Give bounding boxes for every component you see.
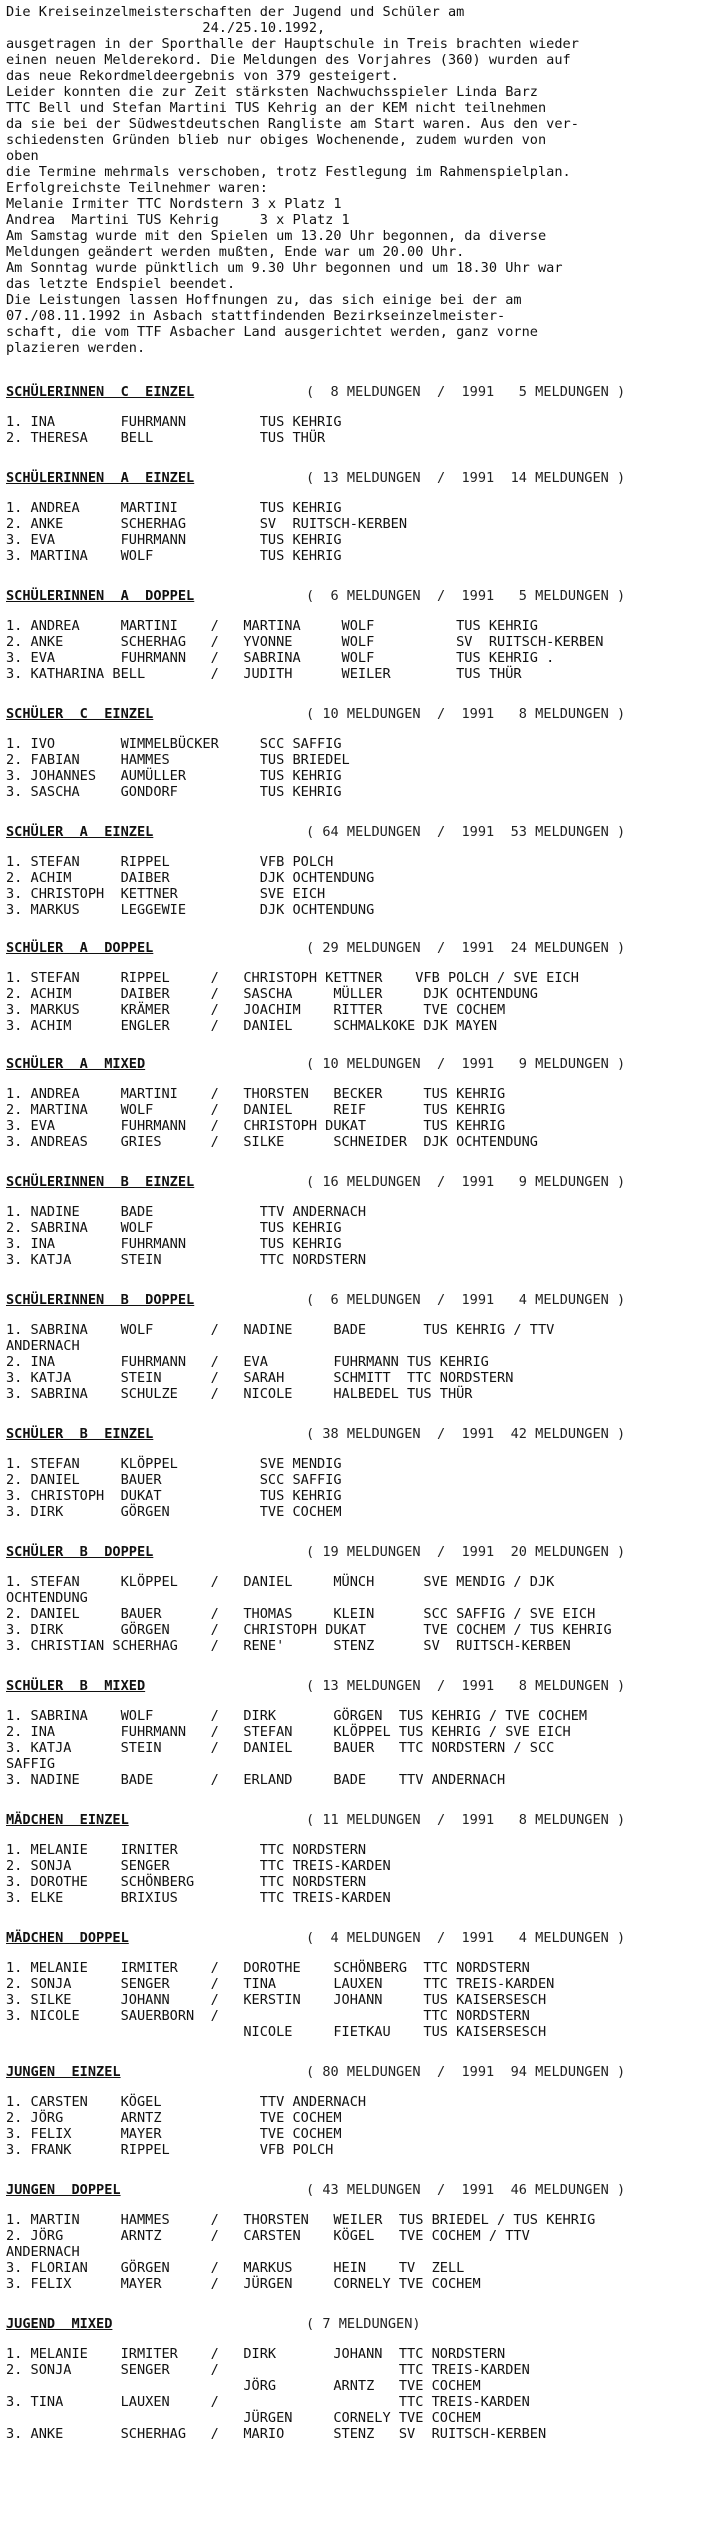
section-title: JUGEND MIXED <box>6 2316 113 2332</box>
intro-line: das letzte Endspiel beendet. <box>6 276 236 292</box>
section-entry-count: ( 38 MELDUNGEN / 1991 42 MELDUNGEN ) <box>306 1426 626 1442</box>
intro-line: das neue Rekordmeldeergebnis von 379 gesteigert. <box>6 68 399 84</box>
section-header <box>6 470 714 486</box>
ranking-row: 3. ACHIM ENGLER / DANIEL SCHMALKOKE DJK MAYEN <box>6 1018 498 1034</box>
ranking-list <box>6 2346 714 2442</box>
section-header <box>6 1812 714 1828</box>
section-entry-count: ( 6 MELDUNGEN / 1991 4 MELDUNGEN ) <box>306 1292 626 1308</box>
intro-line: einen neuen Melderekord. Die Meldungen des Vorjahres (360) wurden auf <box>6 52 571 68</box>
intro-line: plazieren werden. <box>6 340 146 356</box>
section-entry-count: ( 64 MELDUNGEN / 1991 53 MELDUNGEN ) <box>306 824 626 840</box>
ranking-row: 3. KATHARINA BELL / JUDITH WEILER TUS THÜR <box>6 666 522 682</box>
result-section <box>6 2064 714 2158</box>
ranking-row: 1. SABRINA WOLF / DIRK GÖRGEN TUS KEHRIG / TVE COCHEM <box>6 1708 588 1724</box>
ranking-row: 3. ANDREAS GRIES / SILKE SCHNEIDER DJK OCHTENDUNG <box>6 1134 538 1150</box>
result-section <box>6 940 714 1034</box>
section-header <box>6 2182 714 2198</box>
section-title: SCHÜLER A EINZEL <box>6 824 154 840</box>
result-section <box>6 384 714 446</box>
section-entry-count: ( 13 MELDUNGEN / 1991 8 MELDUNGEN ) <box>306 1678 626 1694</box>
section-title: JUNGEN EINZEL <box>6 2064 121 2080</box>
ranking-row: 1. INA FUHRMANN TUS KEHRIG <box>6 414 342 430</box>
ranking-list <box>6 854 714 918</box>
ranking-list <box>6 1842 714 1906</box>
ranking-row: 1. MARTIN HAMMES / THORSTEN WEILER TUS BRIEDEL / TUS KEHRIG <box>6 2212 596 2228</box>
ranking-row: 1. IVO WIMMELBÜCKER SCC SAFFIG <box>6 736 342 752</box>
result-section <box>6 1678 714 1788</box>
intro-line: da sie bei der Südwestdeutschen Rangliste am Start waren. Aus den ver- <box>6 116 579 132</box>
ranking-list <box>6 1086 714 1150</box>
ranking-list <box>6 2212 714 2292</box>
section-title: SCHÜLERINNEN A EINZEL <box>6 470 195 486</box>
ranking-row: 1. STEFAN KLÖPPEL / DANIEL MÜNCH SVE MENDIG / DJK <box>6 1574 555 1590</box>
ranking-row: JÖRG ARNTZ TVE COCHEM <box>6 2378 481 2394</box>
ranking-row: 2. SONJA SENGER TTC TREIS-KARDEN <box>6 1858 391 1874</box>
section-title: SCHÜLER A DOPPEL <box>6 940 154 956</box>
ranking-row: 2. INA FUHRMANN / EVA FUHRMANN TUS KEHRIG <box>6 1354 489 1370</box>
result-section <box>6 588 714 682</box>
ranking-row: 3. DOROTHE SCHÖNBERG TTC NORDSTERN <box>6 1874 367 1890</box>
ranking-row: 3. SILKE JOHANN / KERSTIN JOHANN TUS KAISERSESCH <box>6 1992 547 2008</box>
ranking-row: 2. INA FUHRMANN / STEFAN KLÖPPEL TUS KEHRIG / SVE EICH <box>6 1724 571 1740</box>
section-title: SCHÜLERINNEN C EINZEL <box>6 384 195 400</box>
section-header <box>6 1544 714 1560</box>
intro-line: schiedensten Gründen blieb nur obiges Wochenende, zudem wurden von <box>6 132 547 148</box>
ranking-row: 1. STEFAN RIPPEL / CHRISTOPH KETTNER VFB POLCH / SVE EICH <box>6 970 579 986</box>
intro-line: Erfolgreichste Teilnehmer waren: <box>6 180 268 196</box>
ranking-row: 3. FELIX MAYER TVE COCHEM <box>6 2126 342 2142</box>
section-entry-count: ( 43 MELDUNGEN / 1991 46 MELDUNGEN ) <box>306 2182 626 2198</box>
ranking-row: 3. EVA FUHRMANN / SABRINA WOLF TUS KEHRIG . <box>6 650 555 666</box>
result-section <box>6 1056 714 1150</box>
section-header <box>6 1056 714 1072</box>
ranking-row: 2. DANIEL BAUER SCC SAFFIG <box>6 1472 342 1488</box>
intro-line: Am Sonntag wurde pünktlich um 9.30 Uhr begonnen und um 18.30 Uhr war <box>6 260 563 276</box>
ranking-row: ANDERNACH <box>6 2244 80 2260</box>
section-title: SCHÜLERINNEN B EINZEL <box>6 1174 195 1190</box>
results-list <box>6 384 714 2442</box>
section-entry-count: ( 13 MELDUNGEN / 1991 14 MELDUNGEN ) <box>306 470 626 486</box>
section-entry-count: ( 29 MELDUNGEN / 1991 24 MELDUNGEN ) <box>306 940 626 956</box>
ranking-row: 2. JÖRG ARNTZ TVE COCHEM <box>6 2110 342 2126</box>
ranking-row: ANDERNACH <box>6 1338 80 1354</box>
intro-line: die Termine mehrmals verschoben, trotz Festlegung im Rahmenspielplan. <box>6 164 571 180</box>
ranking-row: 3. EVA FUHRMANN TUS KEHRIG <box>6 532 342 548</box>
ranking-row: 2. ANKE SCHERHAG / YVONNE WOLF SV RUITSCH-KERBEN <box>6 634 604 650</box>
section-title: SCHÜLERINNEN B DOPPEL <box>6 1292 195 1308</box>
section-entry-count: ( 11 MELDUNGEN / 1991 8 MELDUNGEN ) <box>306 1812 626 1828</box>
ranking-list <box>6 1708 714 1788</box>
ranking-row: 2. FABIAN HAMMES TUS BRIEDEL <box>6 752 350 768</box>
ranking-row: 3. NICOLE SAUERBORN / TTC NORDSTERN <box>6 2008 530 2024</box>
ranking-row: 3. FLORIAN GÖRGEN / MARKUS HEIN TV ZELL <box>6 2260 465 2276</box>
ranking-row: 1. CARSTEN KÖGEL TTV ANDERNACH <box>6 2094 367 2110</box>
result-section <box>6 470 714 564</box>
section-header <box>6 1930 714 1946</box>
ranking-row: 2. THERESA BELL TUS THÜR <box>6 430 326 446</box>
section-title: MÄDCHEN DOPPEL <box>6 1930 129 1946</box>
section-header <box>6 824 714 840</box>
result-section <box>6 1930 714 2040</box>
ranking-row: 3. EVA FUHRMANN / CHRISTOPH DUKAT TUS KEHRIG <box>6 1118 506 1134</box>
ranking-row: 2. ANKE SCHERHAG SV RUITSCH-KERBEN <box>6 516 408 532</box>
ranking-row: 3. JOHANNES AUMÜLLER TUS KEHRIG <box>6 768 342 784</box>
ranking-row: 3. CHRISTIAN SCHERHAG / RENE' STENZ SV RUITSCH-KERBEN <box>6 1638 571 1654</box>
ranking-row: 3. CHRISTOPH DUKAT TUS KEHRIG <box>6 1488 342 1504</box>
intro-line: Leider konnten die zur Zeit stärksten Nachwuchsspieler Linda Barz <box>6 84 538 100</box>
ranking-row: 2. MARTINA WOLF / DANIEL REIF TUS KEHRIG <box>6 1102 506 1118</box>
ranking-list <box>6 970 714 1034</box>
ranking-row: 1. ANDREA MARTINI / THORSTEN BECKER TUS KEHRIG <box>6 1086 506 1102</box>
ranking-list <box>6 1456 714 1520</box>
section-header <box>6 940 714 956</box>
result-section <box>6 824 714 918</box>
section-header <box>6 2064 714 2080</box>
result-section <box>6 2182 714 2292</box>
section-title: SCHÜLER A MIXED <box>6 1056 146 1072</box>
result-section <box>6 706 714 800</box>
result-section <box>6 1292 714 1402</box>
result-section <box>6 1174 714 1268</box>
ranking-row: 3. ELKE BRIXIUS TTC TREIS-KARDEN <box>6 1890 391 1906</box>
intro-line: 24./25.10.1992, <box>6 20 326 36</box>
section-header <box>6 2316 714 2332</box>
section-entry-count: ( 10 MELDUNGEN / 1991 8 MELDUNGEN ) <box>306 706 626 722</box>
ranking-row: 3. ANKE SCHERHAG / MARIO STENZ SV RUITSCH-KERBEN <box>6 2426 547 2442</box>
intro-line: TTC Bell und Stefan Martini TUS Kehrig an der KEM nicht teilnehmen <box>6 100 547 116</box>
ranking-row: 1. STEFAN KLÖPPEL SVE MENDIG <box>6 1456 342 1472</box>
intro-line: oben <box>6 148 39 164</box>
ranking-row: 3. SASCHA GONDORF TUS KEHRIG <box>6 784 342 800</box>
ranking-row: 2. SABRINA WOLF TUS KEHRIG <box>6 1220 342 1236</box>
section-entry-count: ( 16 MELDUNGEN / 1991 9 MELDUNGEN ) <box>306 1174 626 1190</box>
ranking-row: 3. CHRISTOPH KETTNER SVE EICH <box>6 886 326 902</box>
ranking-list <box>6 500 714 564</box>
section-header <box>6 384 714 400</box>
ranking-row: 1. SABRINA WOLF / NADINE BADE TUS KEHRIG / TTV <box>6 1322 555 1338</box>
intro-text <box>6 4 714 356</box>
ranking-row: 3. KATJA STEIN TTC NORDSTERN <box>6 1252 367 1268</box>
ranking-row: 1. MELANIE IRNITER TTC NORDSTERN <box>6 1842 367 1858</box>
intro-line: Melanie Irmiter TTC Nordstern 3 x Platz 1 <box>6 196 342 212</box>
section-entry-count: ( 4 MELDUNGEN / 1991 4 MELDUNGEN ) <box>306 1930 626 1946</box>
section-title: SCHÜLER C EINZEL <box>6 706 154 722</box>
ranking-list <box>6 1574 714 1654</box>
ranking-row: 2. ACHIM DAIBER / SASCHA MÜLLER DJK OCHTENDUNG <box>6 986 538 1002</box>
intro-line: Am Samstag wurde mit den Spielen um 13.20 Uhr begonnen, da diverse <box>6 228 547 244</box>
ranking-row: 1. ANDREA MARTINI TUS KEHRIG <box>6 500 342 516</box>
ranking-row: 3. MARKUS KRÄMER / JOACHIM RITTER TVE COCHEM <box>6 1002 506 1018</box>
section-entry-count: ( 10 MELDUNGEN / 1991 9 MELDUNGEN ) <box>306 1056 626 1072</box>
ranking-row: 1. ANDREA MARTINI / MARTINA WOLF TUS KEHRIG <box>6 618 538 634</box>
ranking-row: NICOLE FIETKAU TUS KAISERSESCH <box>6 2024 547 2040</box>
ranking-list <box>6 1960 714 2040</box>
intro-line: ausgetragen in der Sporthalle der Hauptschule in Treis brachten wieder <box>6 36 579 52</box>
ranking-row: JÜRGEN CORNELY TVE COCHEM <box>6 2410 481 2426</box>
ranking-row: 3. MARKUS LEGGEWIE DJK OCHTENDUNG <box>6 902 375 918</box>
section-header <box>6 1678 714 1694</box>
ranking-row: 2. SONJA SENGER / TINA LAUXEN TTC TREIS-KARDEN <box>6 1976 555 1992</box>
intro-line: schaft, die vom TTF Asbacher Land ausgerichtet werden, ganz vorne <box>6 324 538 340</box>
ranking-row: 3. KATJA STEIN / DANIEL BAUER TTC NORDSTERN / SCC <box>6 1740 555 1756</box>
section-title: SCHÜLER B MIXED <box>6 1678 146 1694</box>
section-title: SCHÜLER B DOPPEL <box>6 1544 154 1560</box>
intro-line: 07./08.11.1992 in Asbach stattfindenden Bezirkseinzelmeister- <box>6 308 506 324</box>
ranking-row: 3. KATJA STEIN / SARAH SCHMITT TTC NORDSTERN <box>6 1370 514 1386</box>
ranking-row: 1. MELANIE IRMITER / DIRK JOHANN TTC NORDSTERN <box>6 2346 506 2362</box>
ranking-row: 3. DIRK GÖRGEN TVE COCHEM <box>6 1504 342 1520</box>
ranking-list <box>6 736 714 800</box>
ranking-row: 2. ACHIM DAIBER DJK OCHTENDUNG <box>6 870 375 886</box>
ranking-row: 3. NADINE BADE / ERLAND BADE TTV ANDERNACH <box>6 1772 506 1788</box>
section-header <box>6 1426 714 1442</box>
section-entry-count: ( 8 MELDUNGEN / 1991 5 MELDUNGEN ) <box>306 384 626 400</box>
result-section <box>6 1544 714 1654</box>
ranking-row: 1. NADINE BADE TTV ANDERNACH <box>6 1204 367 1220</box>
ranking-row: OCHTENDUNG <box>6 1590 88 1606</box>
intro-line: Die Kreiseinzelmeisterschaften der Jugend und Schüler am <box>6 4 465 20</box>
section-title: SCHÜLERINNEN A DOPPEL <box>6 588 195 604</box>
ranking-list <box>6 618 714 682</box>
result-section <box>6 2316 714 2442</box>
ranking-list <box>6 414 714 446</box>
section-entry-count: ( 80 MELDUNGEN / 1991 94 MELDUNGEN ) <box>306 2064 626 2080</box>
intro-line: Meldungen geändert werden mußten, Ende war um 20.00 Uhr. <box>6 244 465 260</box>
ranking-row: 3. INA FUHRMANN TUS KEHRIG <box>6 1236 342 1252</box>
section-header <box>6 588 714 604</box>
ranking-row: 2. JÖRG ARNTZ / CARSTEN KÖGEL TVE COCHEM / TTV <box>6 2228 530 2244</box>
ranking-row: 2. DANIEL BAUER / THOMAS KLEIN SCC SAFFIG / SVE EICH <box>6 1606 596 1622</box>
section-entry-count: ( 7 MELDUNGEN) <box>306 2316 421 2332</box>
ranking-row: 3. TINA LAUXEN / TTC TREIS-KARDEN <box>6 2394 530 2410</box>
ranking-row: 3. SABRINA SCHULZE / NICOLE HALBEDEL TUS THÜR <box>6 1386 473 1402</box>
section-header <box>6 706 714 722</box>
section-title: JUNGEN DOPPEL <box>6 2182 121 2198</box>
intro-line: Die Leistungen lassen Hoffnungen zu, das sich einige bei der am <box>6 292 522 308</box>
ranking-list <box>6 2094 714 2158</box>
ranking-row: 3. DIRK GÖRGEN / CHRISTOPH DUKAT TVE COCHEM / TUS KEHRIG <box>6 1622 612 1638</box>
ranking-row: 3. FELIX MAYER / JÜRGEN CORNELY TVE COCHEM <box>6 2276 481 2292</box>
section-header <box>6 1174 714 1190</box>
section-header <box>6 1292 714 1308</box>
result-section <box>6 1812 714 1906</box>
ranking-row: 1. MELANIE IRMITER / DOROTHE SCHÖNBERG TTC NORDSTERN <box>6 1960 530 1976</box>
intro-line: Andrea Martini TUS Kehrig 3 x Platz 1 <box>6 212 350 228</box>
ranking-list <box>6 1322 714 1402</box>
ranking-row: 3. FRANK RIPPEL VFB POLCH <box>6 2142 334 2158</box>
section-entry-count: ( 19 MELDUNGEN / 1991 20 MELDUNGEN ) <box>306 1544 626 1560</box>
section-entry-count: ( 6 MELDUNGEN / 1991 5 MELDUNGEN ) <box>306 588 626 604</box>
ranking-row: SAFFIG <box>6 1756 56 1772</box>
section-title: SCHÜLER B EINZEL <box>6 1426 154 1442</box>
ranking-row: 2. SONJA SENGER / TTC TREIS-KARDEN <box>6 2362 530 2378</box>
result-section <box>6 1426 714 1520</box>
section-title: MÄDCHEN EINZEL <box>6 1812 129 1828</box>
ranking-list <box>6 1204 714 1268</box>
ranking-row: 1. STEFAN RIPPEL VFB POLCH <box>6 854 334 870</box>
ranking-row: 3. MARTINA WOLF TUS KEHRIG <box>6 548 342 564</box>
